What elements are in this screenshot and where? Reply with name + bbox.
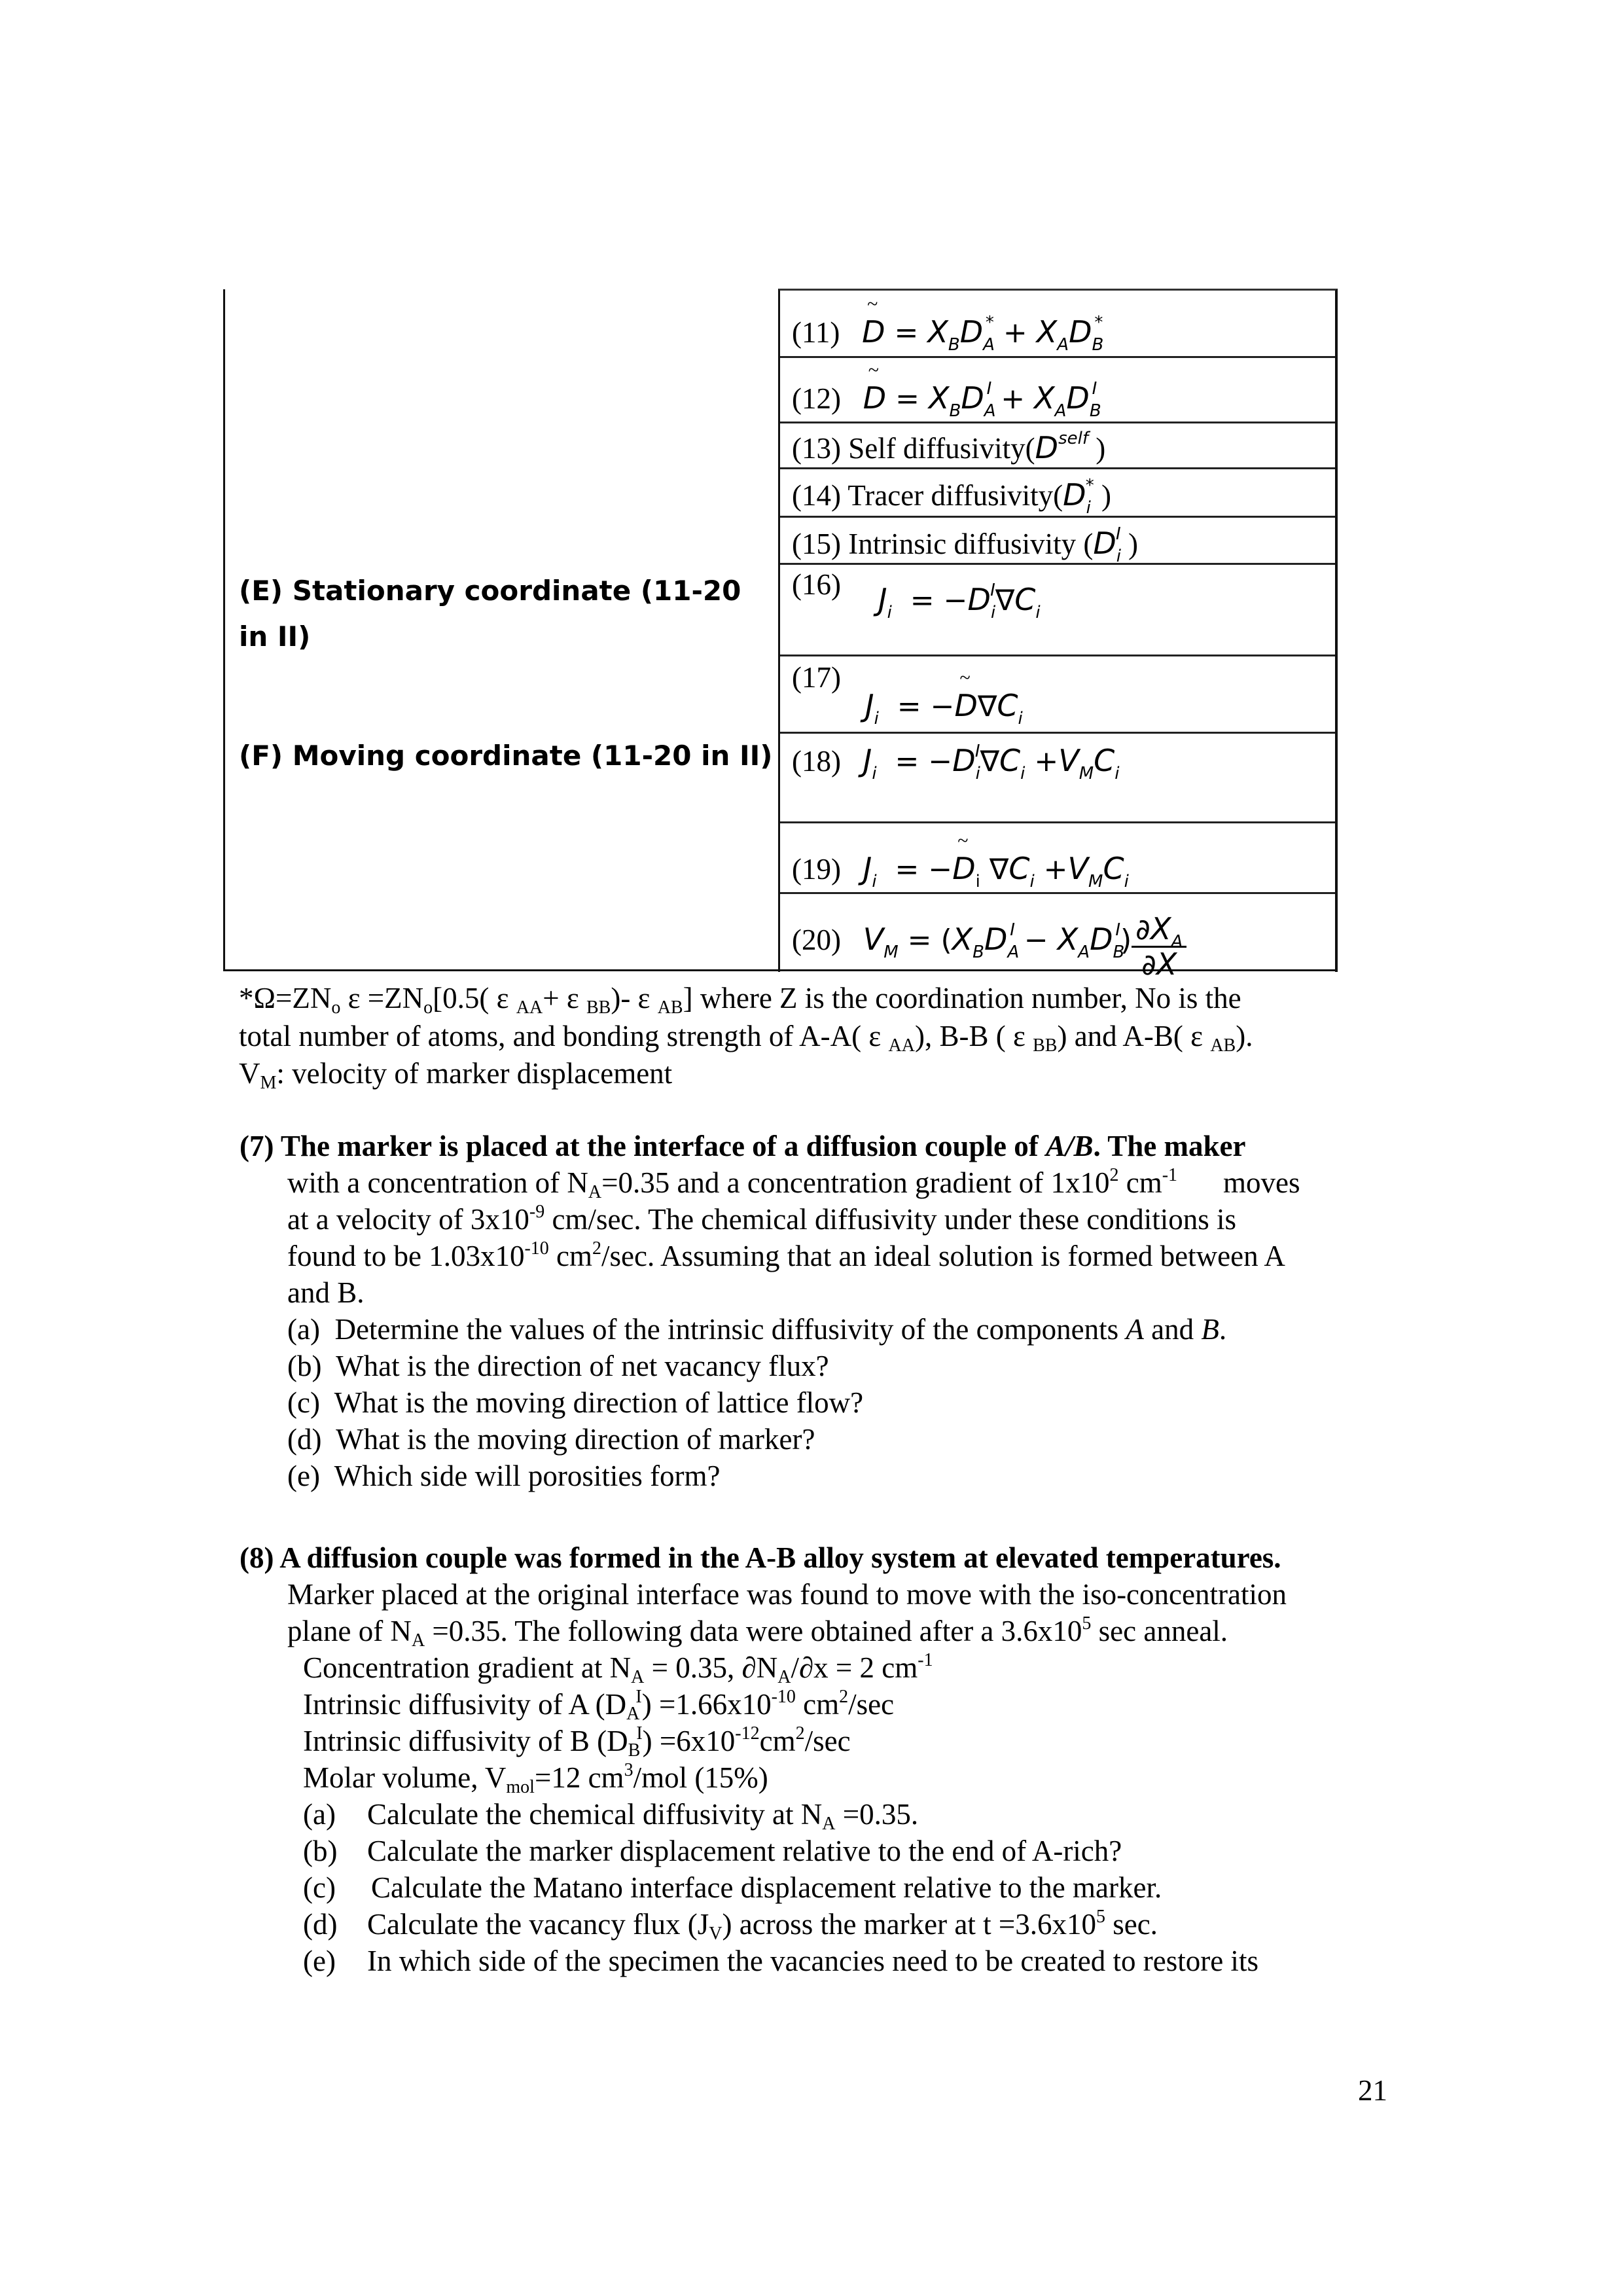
symbol-d: D (1063, 477, 1086, 512)
text: /sec (804, 1725, 851, 1757)
sup: 5 (1096, 1907, 1105, 1927)
sup: -1 (918, 1650, 933, 1670)
sup: -10 (771, 1687, 796, 1707)
text: Molar volume, V (303, 1761, 507, 1794)
eq-20-formula: $V_M = (X_BD_A^I - X_AD_B^I)$ $\frac{\partial X_A}{\partial X}$ (848, 924, 1186, 956)
text: cm (795, 1688, 840, 1721)
question-text: What is the moving direction of marker? (336, 1423, 815, 1456)
table-left-border (223, 289, 225, 971)
text: found to be 1.03x10 (287, 1240, 525, 1272)
page-number: 21 (1358, 2074, 1387, 2107)
intrinsic-diffusivity-label: Intrinsic diffusivity ( (848, 528, 1094, 560)
self-diffusivity-label: Self diffusivity( (848, 432, 1035, 465)
problem-7-line-2 (287, 1164, 1300, 1201)
sub: A (631, 1667, 645, 1687)
text: sec anneal. (1091, 1615, 1228, 1647)
sub: B (628, 1740, 641, 1761)
text: /sec (848, 1688, 895, 1721)
sup: I (635, 1687, 642, 1707)
problem-number: (8) (240, 1541, 274, 1574)
eq-number: (20) (792, 923, 841, 956)
problem-7-line-4 (287, 1238, 1285, 1274)
sup: 2 (1109, 1165, 1119, 1185)
data-intrinsic-diffusivity-b (303, 1723, 851, 1759)
question-label: (b) (303, 1835, 338, 1867)
sub: mol (506, 1777, 535, 1797)
italic-b: B (1201, 1313, 1219, 1346)
sup: 5 (1082, 1613, 1092, 1634)
table-row-15 (780, 518, 1335, 565)
problem-8-question-a (303, 1796, 918, 1833)
question-text: Calculate the chemical diffusivity at N (367, 1798, 823, 1831)
sup: -1 (1162, 1165, 1178, 1185)
eq-number: (12) (792, 382, 841, 415)
footnote-bonding-text: total number of atoms, and bonding strength of A-A( (239, 1020, 862, 1052)
text: sec. (1105, 1908, 1158, 1941)
text: plane of N (287, 1615, 412, 1647)
problem-8-line-2: Marker placed at the original interface was found to move with the iso-concentration (287, 1578, 1287, 1611)
eq-12-formula: ~ $D = X_BD_A^I + X_AD_B^I$ (848, 382, 1097, 415)
vm-definition: : velocity of marker displacement (276, 1057, 673, 1090)
sup: 2 (592, 1238, 602, 1259)
question-label: (d) (303, 1908, 338, 1941)
text: =0.35 and a concentration gradient of 1x10 (601, 1166, 1110, 1199)
question-label: (c) (303, 1871, 336, 1904)
symbol-d: D (1035, 430, 1059, 465)
eq-number: (16) (792, 568, 841, 601)
eq-number: (17) (792, 661, 841, 694)
eq-19-formula: $J_i$ = −~ $D_i$ $\nabla C_i +V_MC_i$ (848, 853, 1129, 886)
sub: A (777, 1667, 791, 1687)
sup: -12 (735, 1723, 760, 1744)
problem-7-question-b (287, 1348, 829, 1384)
label-stationary-coordinate: (E) Stationary coordinate (11-20 in II) (239, 575, 741, 653)
text: cm/sec. The chemical diffusivity under these conditions is (544, 1203, 1237, 1236)
text: Concentration gradient at N (303, 1651, 632, 1684)
sub: A (822, 1814, 836, 1834)
sub-i: i (1116, 547, 1122, 566)
sub: A (411, 1630, 425, 1651)
eq-number: (11) (792, 316, 840, 349)
sup-star: * (1085, 476, 1094, 495)
text: =12 cm (534, 1761, 624, 1794)
question-label: (a) (303, 1798, 336, 1831)
problem-8-question-c (303, 1869, 1162, 1906)
problem-8-question-e (303, 1943, 1258, 1979)
sub-i: i (1086, 498, 1091, 518)
eq-16-formula: $J_i = -D_i^I\nabla C_i$ (878, 581, 1041, 622)
problem-8-heading (240, 1539, 1281, 1576)
close-paren: ) (1128, 528, 1138, 560)
vm-label: V (239, 1057, 260, 1090)
text: . (1219, 1313, 1227, 1346)
sup-i: I (1116, 524, 1121, 544)
table-row-19 (780, 823, 1335, 894)
omega-symbol: Ω (253, 982, 276, 1014)
text: = 0.35, ∂N (644, 1651, 778, 1684)
question-label: (c) (287, 1386, 320, 1419)
question-text: Which side will porosities form? (334, 1460, 721, 1492)
eq-number: (15) (792, 528, 841, 560)
table-row-12 (780, 358, 1335, 423)
text: =0.35. (835, 1798, 919, 1831)
sup: I (636, 1723, 643, 1744)
problem-7-question-a (287, 1311, 1226, 1348)
data-concentration-gradient (303, 1649, 933, 1686)
close-paren: ) (1096, 432, 1106, 465)
label-moving-coordinate: (F) Moving coordinate (11-20 in II) (239, 740, 773, 772)
question-text: Determine the values of the intrinsic diffusivity of the components (334, 1313, 1119, 1346)
problem-7-question-c (287, 1384, 863, 1421)
text: Intrinsic diffusivity of B (D (303, 1725, 628, 1757)
sub: V (709, 1924, 722, 1944)
sup: -9 (529, 1202, 545, 1222)
eq-18-formula: $J_i = -D_i^I\nabla C_i +V_MC_i$ (863, 742, 1120, 783)
text: cm (1118, 1166, 1162, 1199)
question-text: In which side of the specimen the vacancies need to be created to restore its (367, 1945, 1258, 1977)
sup: 2 (839, 1687, 849, 1707)
close-paren: ) (1101, 479, 1112, 512)
epsilon-symbol: ε (348, 982, 361, 1014)
text: /sec. Assuming that an ideal solution is formed between A (601, 1240, 1285, 1272)
heading-end: . The maker (1093, 1130, 1246, 1162)
eq-number: (18) (792, 745, 841, 778)
footnote-where-text: where Z is the coordination number, No is the (700, 982, 1241, 1014)
text: ) =1.66x10 (641, 1688, 772, 1721)
sup: 2 (795, 1723, 805, 1744)
text: /mol (15%) (633, 1761, 768, 1794)
table-row-18 (780, 734, 1335, 823)
problem-7-question-e (287, 1458, 721, 1494)
table-row-16 (780, 565, 1335, 656)
equation-column (778, 289, 1338, 982)
question-text: Calculate the marker displacement relative to the end of A-rich? (367, 1835, 1122, 1867)
problem-7-heading (240, 1128, 1245, 1164)
data-molar-volume (303, 1759, 768, 1796)
text: ) across the marker at t =3.6x10 (722, 1908, 1096, 1941)
text: Intrinsic diffusivity of A (D (303, 1688, 627, 1721)
problem-8-line-3 (287, 1613, 1228, 1649)
heading-text: The marker is placed at the interface of a diffusion couple of (280, 1130, 1039, 1162)
question-text: What is the moving direction of lattice flow? (334, 1386, 864, 1419)
eq-number: (13) (792, 432, 841, 465)
question-label: (e) (303, 1945, 336, 1977)
question-label: (a) (287, 1313, 320, 1346)
sub: A (588, 1182, 602, 1202)
asterisk: * (239, 982, 254, 1014)
heading-italic: A/B (1045, 1130, 1094, 1162)
text: cm (548, 1240, 593, 1272)
footnote-line-2: total number of atoms, and bonding strength of A-A( ε $_{AA}$), B-B ( ε $_{BB}$) and A-B( ε $_{AB}$). (239, 1020, 1253, 1056)
vm-sub: M (260, 1073, 277, 1093)
footnote-line-3 (239, 1055, 672, 1092)
problem-7-question-d (287, 1421, 815, 1458)
text: cm (759, 1725, 796, 1757)
problem-7-line-3 (287, 1201, 1236, 1238)
eq-11-formula: ~ $D = X_BD_A^* + X_AD_B^*$ (847, 316, 1103, 349)
table-row-13 (780, 423, 1335, 469)
text: moves (1223, 1166, 1300, 1199)
problem-8-question-d (303, 1906, 1158, 1943)
heading-text: A diffusion couple was formed in the A-B alloy system at elevated temperatures. (279, 1541, 1281, 1574)
text: with a concentration of N (287, 1166, 588, 1199)
table-row-11 (780, 291, 1335, 358)
eq-number: (14) (792, 479, 841, 512)
problem-8-question-b (303, 1833, 1122, 1869)
text: =0.35. The following data were obtained after a 3.6x10 (425, 1615, 1082, 1647)
sup: -10 (524, 1238, 549, 1259)
text: ) =6x10 (642, 1725, 736, 1757)
sup-self: self (1058, 429, 1088, 448)
eq-17-formula: $J_i$ = −~ $D\nabla C_i$ (865, 691, 1023, 721)
table-row-20 (780, 894, 1335, 982)
symbol-d: D (1093, 526, 1116, 561)
sub: A (626, 1704, 640, 1724)
sup: 3 (624, 1760, 633, 1780)
question-label: (e) (287, 1460, 320, 1492)
table-row-14 (780, 469, 1335, 518)
footnote-line-1: $*\Omega=ZN_o$ $\varepsilon =ZN_o[0.5$( ε $_{AA}$+ ε $_{BB}$)- ε $_{AB}$] where Z is the coordination number, No is the (239, 982, 1241, 1018)
problem-7-line-5: and B. (287, 1276, 365, 1309)
table-row-17 (780, 656, 1335, 734)
question-label: (b) (287, 1350, 322, 1382)
question-text: Calculate the Matano interface displacement relative to the marker. (371, 1871, 1162, 1904)
eq-number: (19) (792, 853, 841, 886)
question-label: (d) (287, 1423, 322, 1456)
data-intrinsic-diffusivity-a (303, 1686, 894, 1723)
question-text: What is the direction of net vacancy flux? (336, 1350, 829, 1382)
text: at a velocity of 3x10 (287, 1203, 529, 1236)
tracer-diffusivity-label: Tracer diffusivity( (847, 479, 1063, 512)
text: and (1143, 1313, 1202, 1346)
text: /∂x = 2 cm (791, 1651, 918, 1684)
question-text: Calculate the vacancy flux (J (367, 1908, 709, 1941)
problem-number: (7) (240, 1130, 274, 1162)
italic-a: A (1126, 1313, 1144, 1346)
